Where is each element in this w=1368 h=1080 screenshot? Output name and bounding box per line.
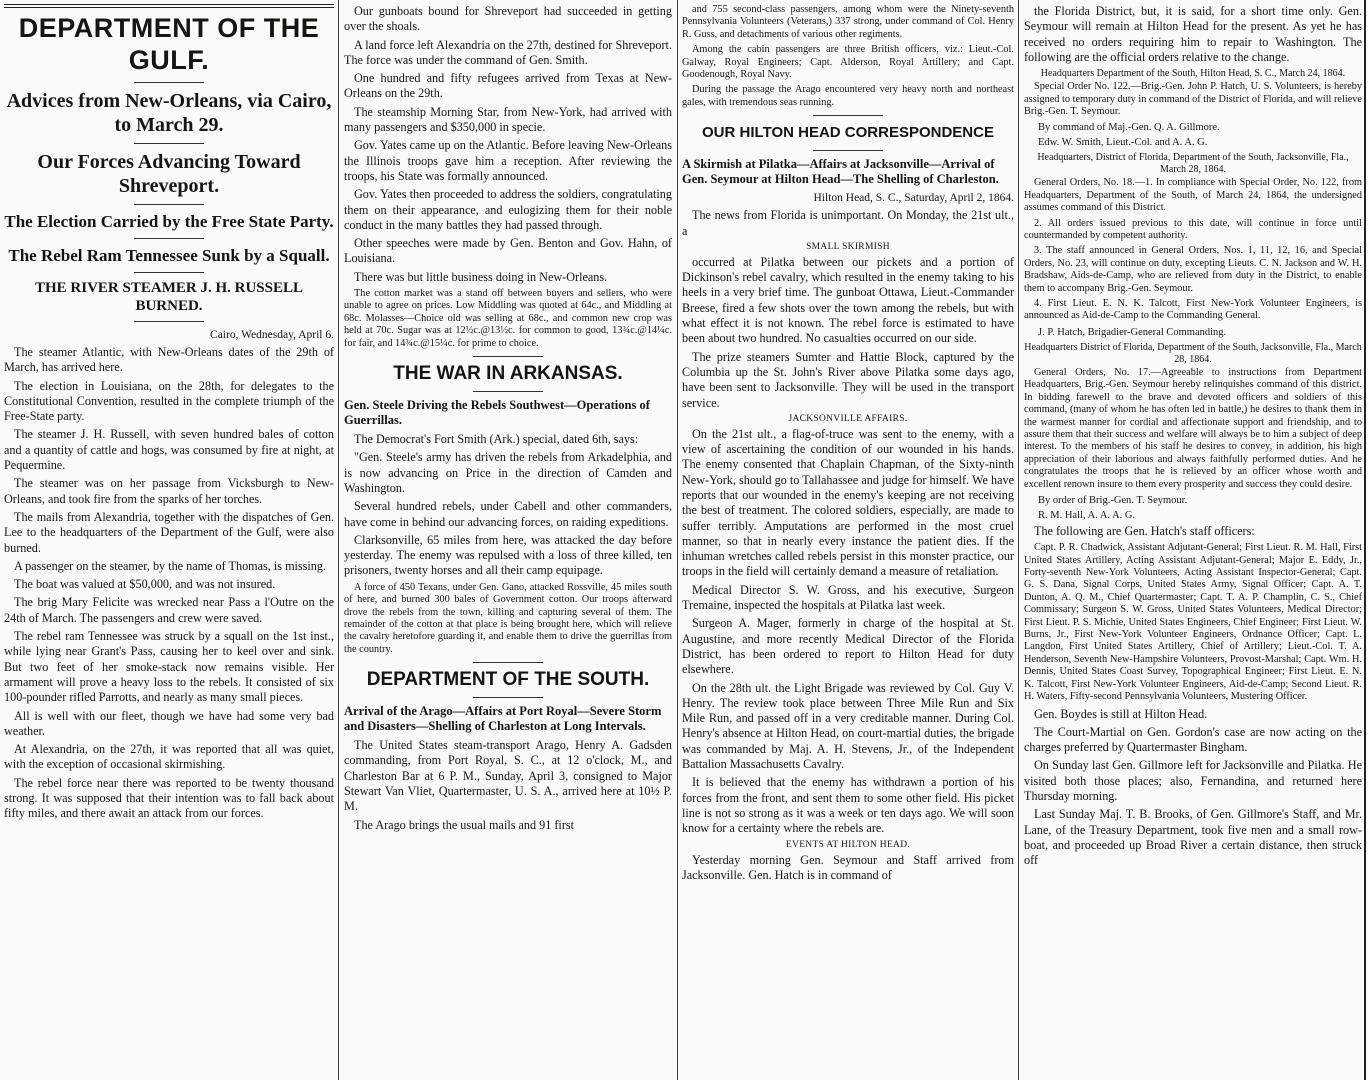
divider <box>473 697 543 698</box>
deck-election: The Election Carried by the Free State Party. <box>4 212 334 231</box>
order-heading: Headquarters District of Florida, Department of the South, Jacksonville, Fla., March 28, 1864. <box>1024 341 1362 365</box>
divider <box>473 356 543 357</box>
article-paragraph: Gov. Yates came up on the Atlantic. Before leaving New-Orleans the Illinois troops gave him a reception. After reviewing the troops, his State was formally announced. <box>344 138 672 183</box>
article-paragraph: "Gen. Steele's army has driven the rebels from Arkadelphia, and is now advancing on Price in the direction of Camden and Washington. <box>344 450 672 495</box>
article-paragraph: On Sunday last Gen. Gillmore left for Jacksonville and Pilatka. He visited both those places; also, Fernandina, and returned here Thursday morning. <box>1024 758 1362 803</box>
article-paragraph: The prize steamers Sumter and Hattie Block, captured by the Columbia up the St. John's River above Pilatka some days ago, have been sent to Jacksonville. They will be used in the transport service. <box>682 349 1014 410</box>
divider <box>134 143 204 144</box>
subhead-jacksonville-affairs: JACKSONVILLE AFFAIRS. <box>788 413 908 424</box>
order-signature: J. P. Hatch, Brigadier-General Commanding. <box>1038 326 1227 338</box>
article-paragraph: All is well with our fleet, though we have had some very bad weather. <box>4 708 334 738</box>
headline-hilton-head-correspondence: OUR HILTON HEAD CORRESPONDENCE <box>702 124 994 142</box>
order-text: General Orders, No. 17.—Agreeable to instructions from Department Headquarters, Brig.-Gen. Seymour hereby relinquishes command of this district. In bidding farewell to the brave and devoted officers and soldiers of this command, (many of whom he has often led in battle,) he desires to thank them in the warmest manner for cordial and affectionate support and friendship, and to assure them that their success and welfare will always be to him a subject of deep interest. To the members of his staff he desires to convey, in addition, his high appreciation of their laborious and always faithfully performed duties. And he congratulates the troops that he is relieved by an officer whose worth and excellent renown insure to them every prosperity and success they could desire. <box>1024 366 1362 490</box>
article-paragraph: occurred at Pilatka between our pickets and a portion of Dickinson's rebel cavalry, which resulted in the enemy taking to his heels in a very brief time. The gunboat Ottawa, Lieut.-Commander Breese, fired a few shots over the town among the rebels, but with what effect it is not known. The rebel force is estimated to have been about two hundred. No casualties occurred on our side. <box>682 254 1014 346</box>
divider <box>134 238 204 239</box>
order-heading: Headquarters, District of Florida, Department of the South, Jacksonville, Fla., March 28, 1864. <box>1037 152 1349 176</box>
article-paragraph: A land force left Alexandria on the 27th, destined for Shreveport. The force was under the command of Gen. Smith. <box>344 37 672 67</box>
article-paragraph: One hundred and fifty refugees arrived from Texas at New-Orleans on the 29th. <box>344 71 672 101</box>
article-paragraph: Among the cabin passengers are three British officers, viz.: Lieut.-Col. Galway, Royal Engineers; Capt. Alderson, Royal Artillery; and Capt. Goodenough, Royal Navy. <box>682 44 1014 81</box>
article-paragraph-market: The cotton market was a stand off between buyers and sellers, who were unable to agree on prices. Low Middling was quoted at 64c., and Middling at 68c. Molasses—Choice old was selling at 68c., and common new crop was held at 70c. Sugar was at 12½c.@13½c. for common to good, 13¾c.@14¼c. for fair, and 14¾c.@15¼c. for prime to choice. <box>344 288 672 349</box>
article-paragraph: There was but little business doing in New-Orleans. <box>354 269 608 284</box>
subhead-events-at-hilton-head: EVENTS AT HILTON HEAD. <box>785 839 911 850</box>
order-text: 2. All orders issued previous to this date, will continue in force until countermanded by competent authority. <box>1024 217 1362 242</box>
article-paragraph: The United States steam-transport Arago, Henry A. Gadsden commanding, from Port Royal, S. C., at 12 o'clock, M., and Charleston Bar at 6 P. M., Sunday, April 3, consigned to Major Stewart Van Vliet, Quartermaster, U. S. A., arrived here at 10½ P. M. <box>344 738 672 814</box>
divider <box>134 204 204 205</box>
article-paragraph: It is believed that the enemy has withdrawn a portion of his forces from the front, and sent them to some other field. His picket line is not so strong as it was a week or ten days ago. We will soon know for a certainty where the rebels are. <box>682 775 1014 836</box>
divider <box>473 662 543 663</box>
article-paragraph: The steamer J. H. Russell, with seven hundred bales of cotton and a quantity of cattle and hogs, was consumed by fire at night, at Pequermine. <box>4 427 334 473</box>
subhead-gen-steele: Gen. Steele Driving the Rebels Southwest—Operations of Guerrillas. <box>344 398 650 428</box>
article-paragraph: The rebel ram Tennessee was struck by a squall on the 1st inst., while lying near Grant's Pass, causing her to keel over and sink. But two feet of her smoke-stack now remains visible. Her armament will prove a heavy loss to the rebels. It consisted of six 100-pounder rifled Parrotts, and nearly as many small pieces. <box>4 629 334 705</box>
divider <box>134 321 204 322</box>
dateline: Cairo, Wednesday, April 6. <box>210 329 334 341</box>
order-signature: R. M. Hall, A. A. A. G. <box>1038 509 1136 521</box>
headline-department-of-the-south: DEPARTMENT OF THE SOUTH. <box>366 669 650 691</box>
article-paragraph: Clarksonville, 65 miles from here, was attacked the day before yesterday. The enemy was repulsed with a loss of three killed, ten prisoners, twenty horses and all their camp equipage. <box>344 532 672 578</box>
deck-advices: Advices from New-Orleans, via Cairo, to March 29. <box>6 90 332 136</box>
article-paragraph: The boat was valued at $50,000, and was not insured. <box>14 577 276 592</box>
subhead-arrival-of-arago: Arrival of the Arago—Affairs at Port Royal—Severe Storm and Disasters—Shelling of Charleston at Long Intervals. <box>344 704 662 734</box>
column-3 <box>682 0 1014 1080</box>
article-paragraph: A passenger on the steamer, by the name of Thomas, is missing. <box>14 558 327 573</box>
order-text: General Orders, No. 18.—1. In compliance with Special Order, No. 122, from Headquarters, Department of the South, of March 24, 1864, the undersigned assumes command of this District. <box>1024 177 1362 214</box>
article-paragraph: On the 28th ult. the Light Brigade was reviewed by Col. Guy V. Henry. The review took place between Three Mile Run and Six Mile Run, and passed off in a very creditable manner. During Col. Henry's absence at Hilton Head, on court-martial duties, the brigade was commanded by Maj. A. H. Stevens, Jr., of the Independent Battalion Massachusetts Cavalry. <box>682 680 1014 772</box>
article-paragraph: The news from Florida is unimportant. On Monday, the 21st ult., a <box>682 208 1014 238</box>
article-paragraph: The brig Mary Felicite was wrecked near Pass a l'Outre on the 24th of March. The passengers and crew were saved. <box>4 595 334 625</box>
order-text: Special Order No. 122.—Brig.-Gen. John P. Hatch, U. S. Volunteers, is hereby assigned to temporary duty in command of the District of Florida, and will relieve Brig.-Gen. T. Seymour. <box>1024 81 1362 117</box>
order-text: 4. First Lieut. E. N. K. Talcott, First New-York Volunteer Engineers, is announced as Aid-de-Camp to the Commanding General. <box>1024 298 1362 322</box>
column-rule <box>338 0 339 1080</box>
article-paragraph: A force of 450 Texans, under Gen. Gano, attacked Rossville, 45 miles south of here, and burned 300 bales of Government cotton. Our troops afterward drove the rebels from the town, killing and capturing several of them. The remainder of the cotton at that place is being brought here, which will relieve the cavalry heretofore guarding it, and enable them to drive the guerrillas from the country. <box>344 581 672 655</box>
article-paragraph: Our gunboats bound for Shreveport had succeeded in getting over the shoals. <box>344 4 672 34</box>
divider <box>473 391 543 392</box>
order-text: 3. The staff announced in General Orders, Nos. 1, 11, 12, 16, and Special Orders, No. 23, will continue on duty, excepting Lieuts. C. N. Jackson and W. H. Bradshaw, Aids-de-Camp, who are relieved from duty in the District, to enable them to accompany Brig.-Gen. Seymour. <box>1024 245 1362 294</box>
column-rule <box>677 0 678 1080</box>
column-rule <box>1018 0 1019 1080</box>
article-paragraph: Last Sunday Maj. T. B. Brooks, of Gen. Gillmore's Staff, and Mr. Lane, of the Treasury Department, took five men and a small row-boat, and proceeded up Broad River a certain distance, then struck off <box>1024 807 1362 868</box>
order-heading: Headquarters Department of the South, Hilton Head, S. C., March 24, 1864. <box>1040 68 1346 80</box>
divider <box>134 272 204 273</box>
deck-river-steamer: THE RIVER STEAMER J. H. RUSSELL BURNED. <box>35 280 303 314</box>
subhead-skirmish-at-pilatka: A Skirmish at Pilatka—Affairs at Jacksonville—Arrival of Gen. Seymour at Hilton Head—The Shelling of Charleston. <box>682 157 999 187</box>
divider <box>134 82 204 83</box>
column-4 <box>1024 0 1362 1080</box>
order-signature: By order of Brig.-Gen. T. Seymour. <box>1038 494 1188 506</box>
article-paragraph: The election in Louisiana, on the 28th, for delegates to the Constitutional Convention, resulted in the complete triumph of the Free-State party. <box>4 378 334 424</box>
column-2 <box>344 0 672 1080</box>
order-signature: By command of Maj.-Gen. Q. A. Gillmore. <box>1038 122 1220 134</box>
article-paragraph: The Arago brings the usual mails and 91 first <box>354 817 575 832</box>
subhead-small-skirmish: SMALL SKIRMISH <box>806 241 890 252</box>
column-1 <box>4 0 334 1080</box>
article-paragraph: The steamer was on her passage from Vicksburgh to New-Orleans, and took fire from the sparks of her torches. <box>4 476 334 506</box>
article-paragraph: The following are Gen. Hatch's staff officers: <box>1034 523 1255 538</box>
double-rule <box>4 4 334 8</box>
order-signature: Edw. W. Smith, Lieut.-Col. and A. A. G. <box>1038 137 1208 149</box>
article-paragraph: During the passage the Arago encountered very heavy north and northeast gales, with tremendous seas running. <box>682 84 1014 108</box>
article-paragraph: Surgeon A. Mager, formerly in charge of the hospital at St. Augustine, and more recently Medical Director of the Florida District, has been ordered to report to Hilton Head for duty elsewhere. <box>682 616 1014 677</box>
article-paragraph: Gov. Yates then proceeded to address the soldiers, congratulating them on their appearance, and eulogizing them for their noble conduct in the many battles they had passed through. <box>344 187 672 232</box>
staff-list: Capt. P. R. Chadwick, Assistant Adjutant-General; First Lieut. R. M. Hall, First United States Artillery, Acting Assistant Adjutant-General; Major E. Eddy, Jr., Forty-seventh New-York Volunteers, Acting Assistant Inspector-General; Capt. G. S. Dana, Signal Corps, United States Army, Signal Officer; Capt. A. T. Dunton, A. Q. M., Chief Quartermaster; Capt. T. A. P. Champlin, C. S., Chief Commissary; Surgeon S. W. Gross, United States Volunteers, Medical Director; First Lieut. P. S. Michie, United States Engineers, Chief Engineer; First Lieut. W. Burns, Jr., First New-York Volunteer Engineers, Ordnance Officer; Capt. L. Langdon, First United States Artillery, Chief of Artillery; Lieut.-Col. T. A. Henderson, Seventh New-Hampshire Volunteers, Provost-Marshal; Capt. Wm. H. Dennis, United States Coast Survey, Topographical Engineer; First Lieut. E. N. K. Talcott, First New-York Volunteer Engineers, Aid-de-Camp; Second Lieut. R. H. Waters, Fifty-second Pennsylvania Volunteers, Mustering Officer. <box>1024 542 1362 703</box>
article-paragraph: The mails from Alexandria, together with the dispatches of Gen. Lee to the headquarters of the Department of the Gulf, were also burned. <box>4 509 334 555</box>
article-paragraph: Gen. Boydes is still at Hilton Head. <box>1034 706 1208 721</box>
dateline: Hilton Head, S. C., Saturday, April 2, 1864. <box>813 192 1014 205</box>
article-paragraph: and 755 second-class passengers, among whom were the Ninety-seventh Pennsylvania Volunteers (Veterans,) 337 strong, under command of Col. Henry R. Guss, and detachments of various other regiments. <box>682 4 1014 40</box>
article-paragraph: Yesterday morning Gen. Seymour and Staff arrived from Jacksonville. Gen. Hatch is in command of <box>682 852 1014 882</box>
article-paragraph: The steamer Atlantic, with New-Orleans dates of the 29th of March, has arrived here. <box>4 345 334 375</box>
article-paragraph: Medical Director S. W. Gross, and his executive, Surgeon Tremaine, inspected the hospitals at Pilatka last week. <box>682 582 1014 613</box>
headline-war-in-arkansas: THE WAR IN ARKANSAS. <box>393 363 623 385</box>
divider <box>813 115 883 116</box>
headline-department-of-the-gulf: DEPARTMENT OF THE GULF. <box>18 13 320 75</box>
article-paragraph: Other speeches were made by Gen. Benton and Gov. Hahn, of Louisiana. <box>344 236 672 266</box>
article-paragraph: Several hundred rebels, under Cabell and other commanders, have come in behind our advancing forces, on raiding expeditions. <box>344 499 672 529</box>
page-edge-rule <box>1364 0 1366 1080</box>
article-paragraph: The Democrat's Fort Smith (Ark.) special, dated 6th, says: <box>354 432 639 447</box>
deck-rebel-ram: The Rebel Ram Tennessee Sunk by a Squall. <box>8 246 330 265</box>
divider <box>813 150 883 151</box>
article-paragraph: The rebel force near there was reported to be twenty thousand strong. It was supposed that their intention was to fall back about fifty miles, and there await an attack from our forces. <box>4 775 334 821</box>
deck-forces-advancing: Our Forces Advancing Toward Shreveport. <box>37 151 301 197</box>
article-paragraph: the Florida District, but, it is said, for a short time only. Gen. Seymour will remain at Hilton Head for the present. As yet he has received no orders requiring him to repair to Washington. The following are the official orders relative to the change. <box>1024 4 1362 64</box>
article-paragraph: On the 21st ult., a flag-of-truce was sent to the enemy, with a view of ascertaining the condition of our wounded in his hands. The enemy consented that Chaplain Chapman, of the Sixty-ninth New-York, should go to Tallahassee and judge for himself. We have reports that our wounded in the enemy's keeping are not receiving the best of treatment. The colored soldiers, especially, are made to suffer terribly. Amputations are performed in the most cruel manner, so that in nearly every instance the patient dies. If the inhuman wretches called rebels persist in this monster practice, our troops in the field will certainly demand a measure of retaliation. <box>682 426 1014 579</box>
article-paragraph: The steamship Morning Star, from New-York, had arrived with many passengers and $350,000 in specie. <box>344 104 672 135</box>
article-paragraph: The Court-Martial on Gen. Gordon's case are now acting on the charges preferred by Quartermaster Bingham. <box>1024 724 1362 755</box>
article-paragraph: At Alexandria, on the 27th, it was reported that all was quiet, with the exception of occasional skirmishing. <box>4 742 334 772</box>
